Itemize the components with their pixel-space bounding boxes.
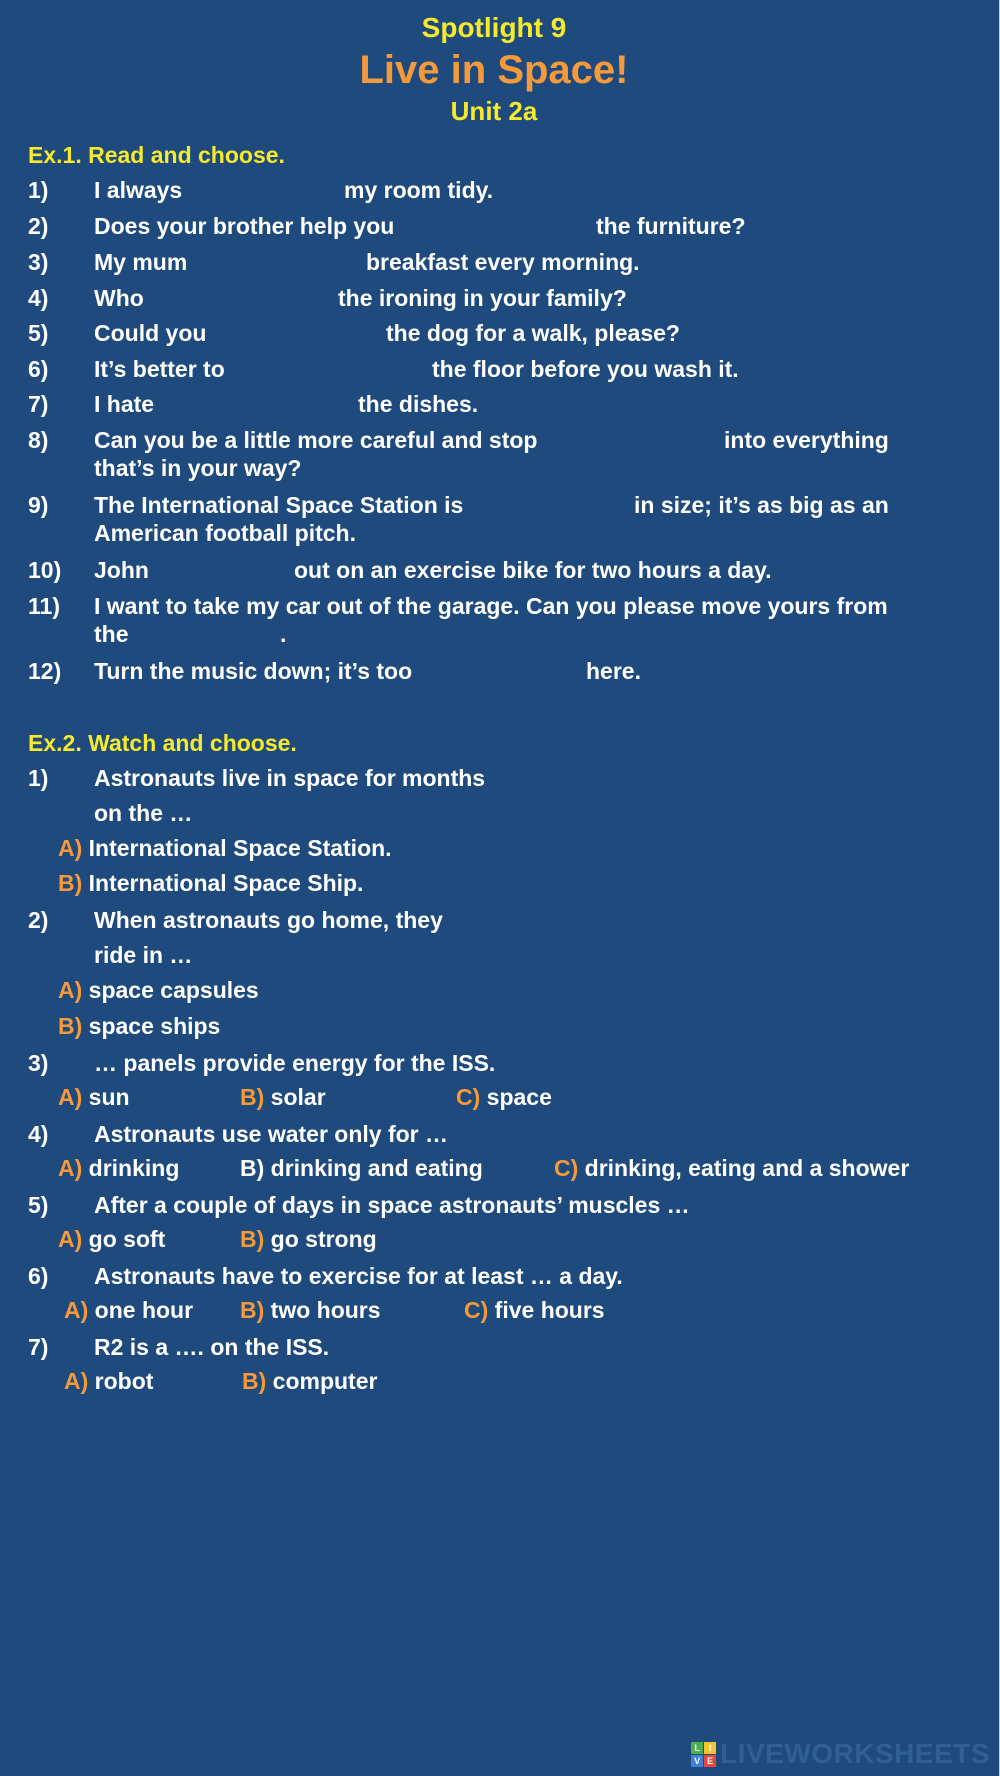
ex1-item-8 [0, 426, 990, 486]
item-text-after: the ironing in your family? [338, 285, 627, 311]
ex2-q2-option-b[interactable] [58, 1013, 220, 1040]
item-number: 12) [28, 658, 62, 684]
option-letter: A) [58, 1226, 83, 1252]
option-text: International Space Ship. [88, 870, 364, 896]
question-number: 1) [28, 765, 49, 791]
series-title: Spotlight 9 [421, 12, 567, 43]
option-letter: C) [464, 1297, 489, 1323]
item-text-before: Turn the music down; it’s too [94, 658, 413, 684]
logo-letter-e: E [704, 1755, 716, 1767]
ex2-q3-option-c[interactable] [456, 1084, 552, 1111]
logo-letter-l: L [691, 1742, 703, 1754]
item-text-after: breakfast every morning. [366, 249, 640, 275]
option-text: drinking, eating and a shower [584, 1155, 910, 1181]
ex2-q6-option-c[interactable] [464, 1297, 605, 1324]
item-text-after: the dishes. [358, 391, 479, 417]
item-text-before: John [94, 557, 149, 583]
logo-letter-i: I [704, 1742, 716, 1754]
ex2-question-1 [0, 764, 990, 828]
liveworksheets-brand[interactable] [691, 1738, 990, 1770]
option-text: robot [94, 1368, 154, 1394]
item-number: 6) [28, 356, 49, 382]
ex2-q1-option-b[interactable] [58, 870, 363, 897]
question-number: 4) [28, 1121, 49, 1147]
option-letter: A) [58, 835, 83, 861]
item-number: 3) [28, 249, 49, 275]
ex2-q3-option-a[interactable] [58, 1084, 130, 1111]
item-number: 4) [28, 285, 49, 311]
item-number: 10) [28, 557, 62, 583]
ex2-q1-option-a[interactable] [58, 835, 392, 862]
option-letter: A) [58, 977, 83, 1003]
ex2-title: Ex.2. Watch and choose. [28, 730, 297, 756]
ex2-q2-option-a[interactable] [58, 977, 259, 1004]
item-number: 11) [28, 593, 60, 619]
question-text: R2 is a …. on the ISS. [94, 1334, 330, 1360]
option-text: B) drinking and eating [240, 1155, 483, 1181]
ex2-q6-option-b[interactable] [240, 1297, 381, 1324]
option-letter: C) [554, 1155, 579, 1181]
ex2-q4-option-b[interactable] [240, 1155, 483, 1182]
item-text-continuation: American football pitch. [94, 520, 356, 546]
ex2-question-2 [0, 906, 990, 970]
ex2-q5-option-a[interactable] [58, 1226, 165, 1253]
question-text: After a couple of days in space astronauts’ muscles … [94, 1192, 690, 1218]
item-text-after: my room tidy. [344, 177, 494, 203]
option-letter: A) [64, 1368, 89, 1394]
question-text: … panels provide energy for the ISS. [94, 1050, 496, 1076]
option-text: space capsules [88, 977, 259, 1003]
option-text: sun [88, 1084, 130, 1110]
option-text: two hours [270, 1297, 381, 1323]
option-letter: B) [240, 1226, 265, 1252]
option-text: computer [272, 1368, 378, 1394]
option-letter: B) [242, 1368, 267, 1394]
page-title: Live in Space! [359, 48, 629, 92]
item-text-before: The International Space Station is [94, 492, 464, 518]
question-number: 5) [28, 1192, 49, 1218]
option-letter: B) [240, 1297, 265, 1323]
unit-label: Unit 2a [450, 96, 538, 126]
item-text-continuation: the [94, 621, 129, 647]
item-text-end: . [280, 621, 287, 647]
item-text-before: It’s better to [94, 356, 225, 382]
question-text: Astronauts live in space for months [94, 765, 486, 791]
question-text-continuation: ride in … [94, 942, 193, 968]
question-text-continuation: on the … [94, 800, 193, 826]
item-number: 1) [28, 177, 49, 203]
option-letter: C) [456, 1084, 481, 1110]
item-text-before: Could you [94, 320, 207, 346]
ex1-item-9 [0, 491, 990, 551]
ex2-q4-option-a[interactable] [58, 1155, 179, 1182]
ex2-q5-option-b[interactable] [240, 1226, 377, 1253]
item-text-before: I hate [94, 391, 155, 417]
item-text-continuation: that’s in your way? [94, 455, 302, 481]
liveworksheets-logo-icon [691, 1742, 716, 1767]
item-text-before: I always [94, 177, 183, 203]
question-text: When astronauts go home, they [94, 907, 443, 933]
ex2-q6-option-a[interactable] [64, 1297, 193, 1324]
ex2-q7-option-b[interactable] [242, 1368, 377, 1395]
ex1-item-11 [0, 592, 990, 652]
item-text-before: Does your brother help you [94, 213, 395, 239]
question-number: 6) [28, 1263, 49, 1289]
item-text-before: Can you be a little more careful and stop [94, 427, 538, 453]
item-text-before: I want to take my car out of the garage. Can you please move yours from [94, 593, 888, 619]
item-number: 9) [28, 492, 49, 518]
item-text-before: My mum [94, 249, 188, 275]
item-text-before: Who [94, 285, 144, 311]
option-text: drinking [88, 1155, 180, 1181]
item-text-after: in size; it’s as big as an [634, 492, 889, 518]
option-letter: B) [58, 870, 83, 896]
ex1-title: Ex.1. Read and choose. [28, 142, 285, 168]
option-letter: A) [64, 1297, 89, 1323]
item-text-after: the dog for a walk, please? [386, 320, 680, 346]
item-text-after: the furniture? [596, 213, 746, 239]
item-text-after: into everything [724, 427, 889, 453]
ex2-q7-option-a[interactable] [64, 1368, 153, 1395]
brand-name: LIVEWORKSHEETS [720, 1738, 990, 1769]
item-number: 7) [28, 391, 49, 417]
option-text: solar [270, 1084, 326, 1110]
item-number: 5) [28, 320, 49, 346]
option-text: one hour [94, 1297, 194, 1323]
option-text: space ships [88, 1013, 221, 1039]
item-text-after: out on an exercise bike for two hours a day. [294, 557, 772, 583]
ex2-q4-option-c[interactable] [554, 1155, 909, 1182]
option-letter: A) [58, 1084, 83, 1110]
ex2-q3-option-b[interactable] [240, 1084, 326, 1111]
logo-letter-v: V [691, 1755, 703, 1767]
item-text-after: the floor before you wash it. [432, 356, 739, 382]
option-text: go strong [270, 1226, 377, 1252]
question-text: Astronauts have to exercise for at least … a day. [94, 1263, 623, 1289]
question-number: 3) [28, 1050, 49, 1076]
option-letter: B) [240, 1084, 265, 1110]
question-number: 2) [28, 907, 49, 933]
option-text: International Space Station. [88, 835, 392, 861]
question-text: Astronauts use water only for … [94, 1121, 449, 1147]
item-text-after: here. [586, 658, 641, 684]
option-letter: B) [58, 1013, 83, 1039]
option-text: go soft [88, 1226, 166, 1252]
item-number: 2) [28, 213, 49, 239]
item-number: 8) [28, 427, 49, 453]
option-letter: A) [58, 1155, 83, 1181]
option-text: space [486, 1084, 552, 1110]
question-number: 7) [28, 1334, 49, 1360]
option-text: five hours [494, 1297, 605, 1323]
